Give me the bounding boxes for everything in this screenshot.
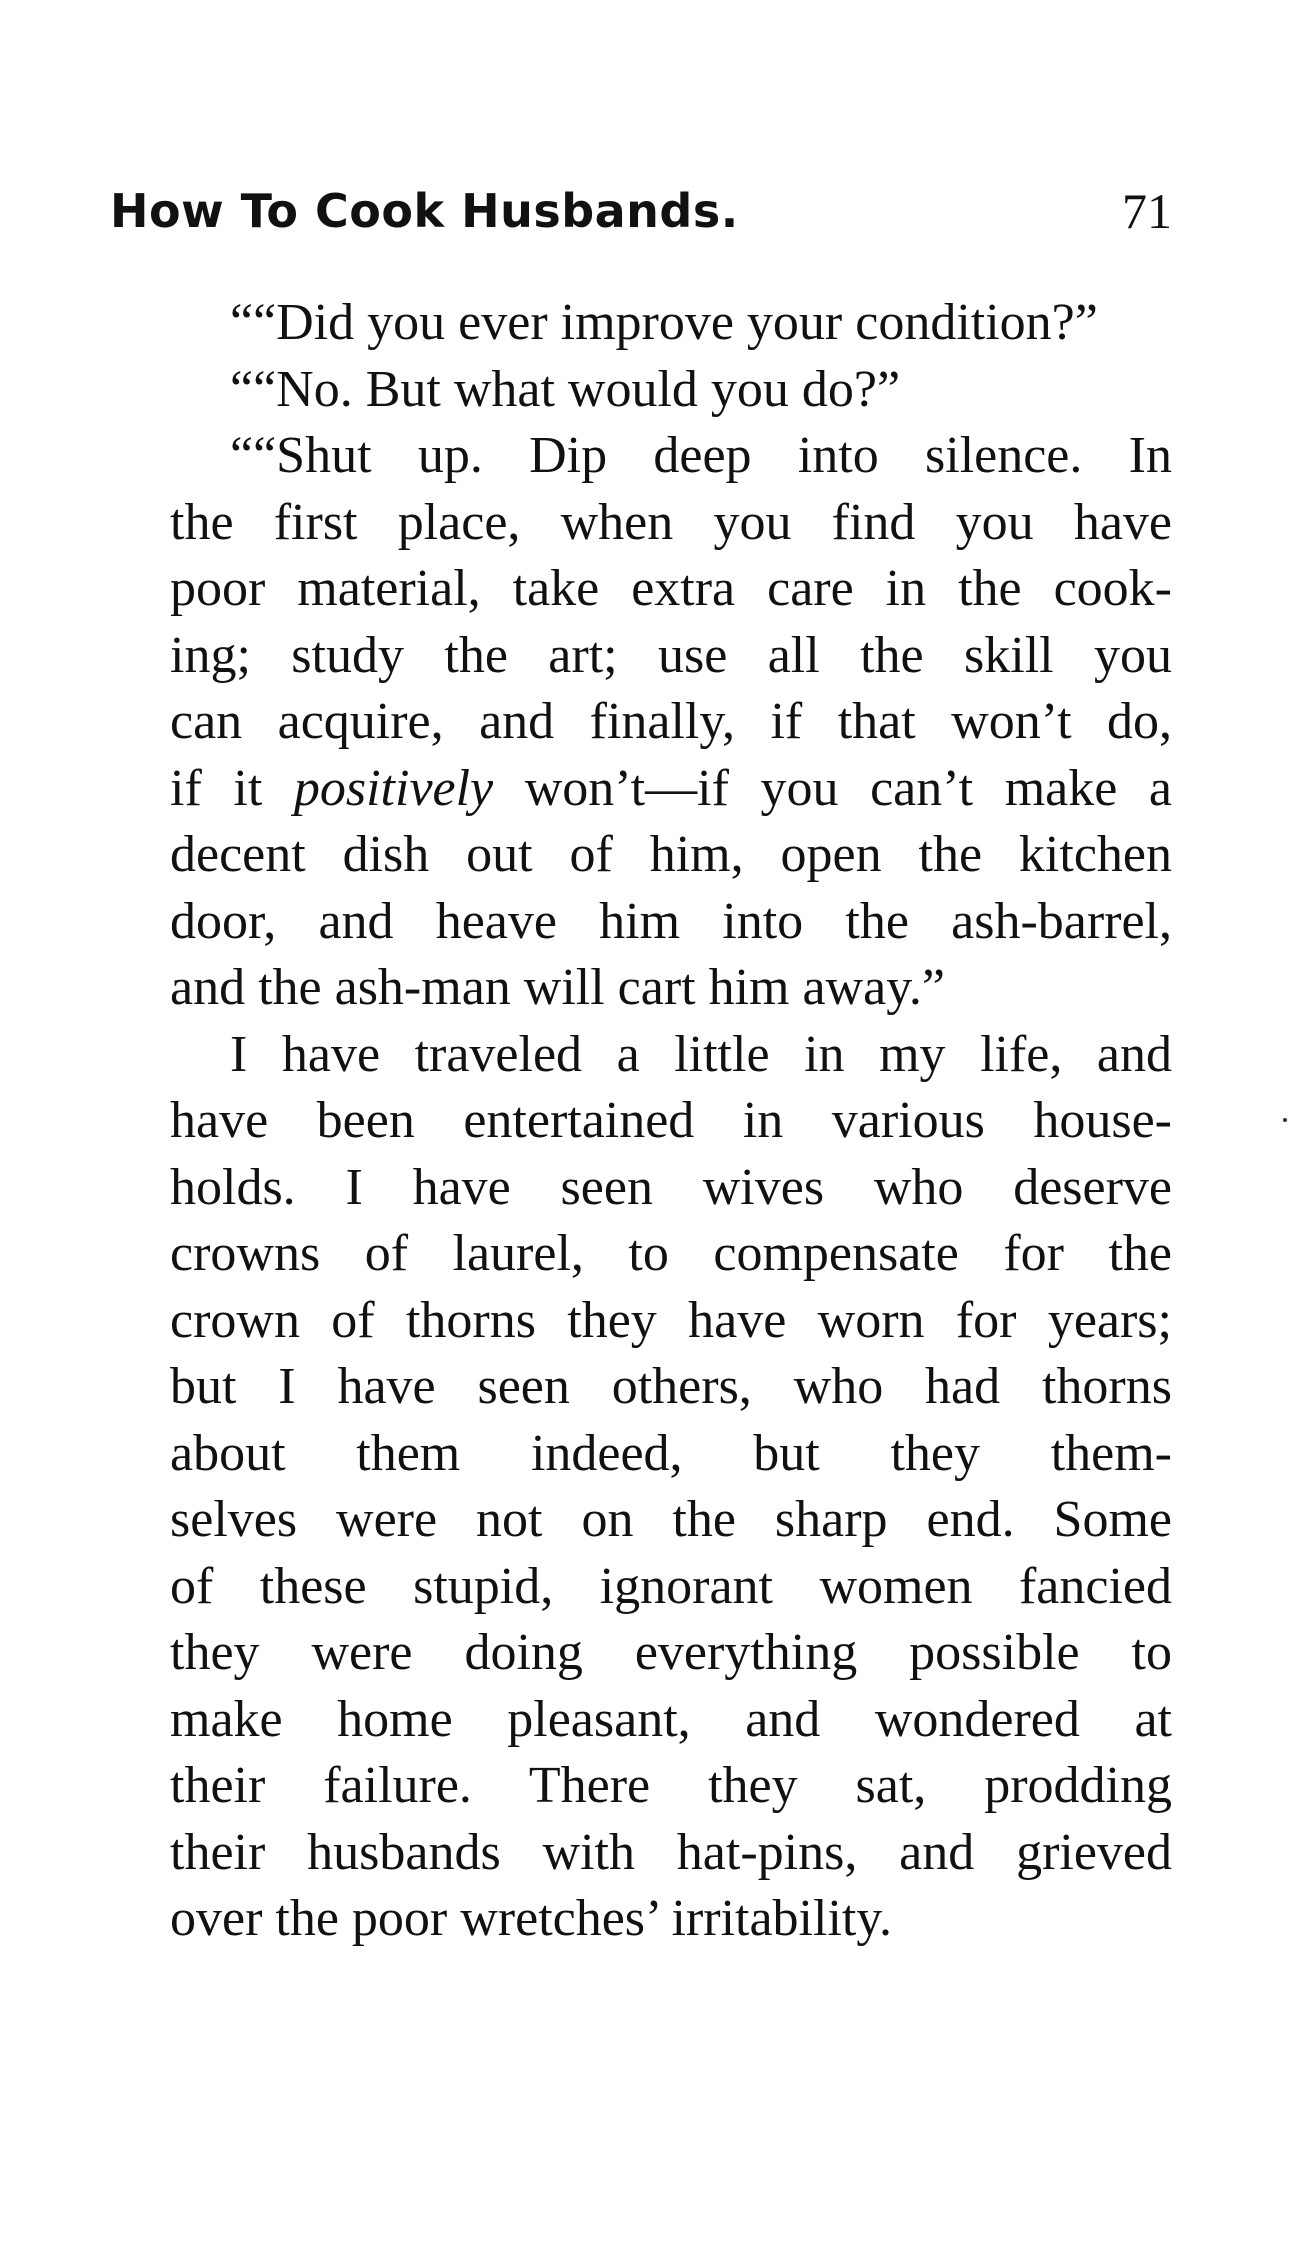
text-line: can acquire, and finally, if that won’t do, (170, 693, 1172, 750)
text-line: ing; study the art; use all the skill you (170, 626, 1172, 684)
text-line-with-italic (110, 756, 1172, 823)
text-line: they were doing everything possible to (170, 1624, 1172, 1681)
running-head (110, 176, 1172, 246)
text-line: poor material, take extra care in the cook- (170, 560, 1172, 617)
text-line: their failure. There they sat, prodding (170, 1757, 1172, 1814)
page-number: 71 (1122, 183, 1172, 239)
text-line: holds. I have seen wives who deserve (170, 1158, 1172, 1216)
text-line: over the poor wretches’ irritability. (170, 1890, 892, 1947)
body-text (110, 290, 1172, 1953)
text-line: ““Shut up. Dip deep into silence. In (230, 427, 1172, 484)
text-fragment: won’t—if you can’t make a (524, 759, 1172, 817)
text-fragment: if it (170, 759, 263, 817)
text-line: and the ash-man will cart him away.” (170, 959, 945, 1016)
paragraph-1 (110, 290, 1172, 357)
ink-speck (1283, 1118, 1287, 1122)
text-line: door, and heave him into the ash-barrel, (170, 892, 1172, 950)
text-line: their husbands with hat-pins, and grieved (170, 1823, 1172, 1881)
text-line: have been entertained in various house- (170, 1092, 1172, 1149)
text-line: decent dish out of him, open the kitchen (170, 826, 1172, 883)
paragraph-3 (110, 423, 1172, 1022)
paragraph-2 (110, 357, 1172, 424)
text-line: of these stupid, ignorant women fancied (170, 1557, 1172, 1615)
text-line: crowns of laurel, to compensate for the (170, 1225, 1172, 1282)
text-line: the first place, when you find you have (170, 493, 1172, 551)
text-line: I have traveled a little in my life, and (230, 1025, 1172, 1083)
paragraph-4 (110, 1022, 1172, 1953)
text-line: ““No. But what would you do?” (230, 360, 901, 418)
running-title: How To Cook Husbands. (110, 184, 739, 238)
text-line: about them indeed, but they them- (170, 1424, 1172, 1482)
text-line: ““Did you ever improve your condition?” (230, 294, 1098, 351)
text-line: crown of thorns they have worn for years; (170, 1291, 1172, 1349)
text-line: selves were not on the sharp end. Some (170, 1491, 1172, 1548)
text-line: but I have seen others, who had thorns (170, 1358, 1172, 1415)
text-line: make home pleasant, and wondered at (170, 1690, 1172, 1748)
italic-emphasis: positively (293, 759, 494, 817)
